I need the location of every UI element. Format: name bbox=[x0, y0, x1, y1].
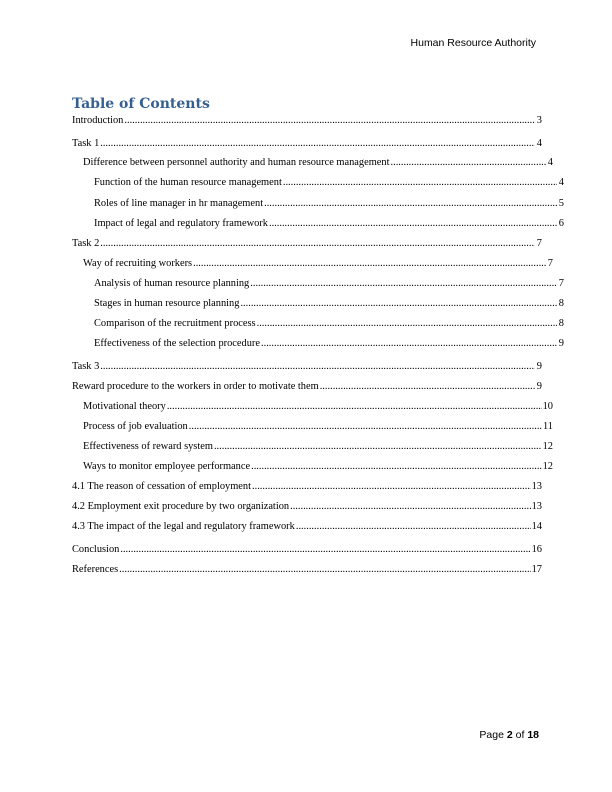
toc-entry-page: 10 bbox=[542, 401, 553, 412]
toc-entry-page: 16 bbox=[531, 544, 542, 555]
toc-entry-page: 13 bbox=[531, 481, 542, 492]
toc-entry-page: 5 bbox=[558, 198, 564, 209]
toc-entry-page: 9 bbox=[536, 381, 542, 392]
toc-entry-label: Analysis of human resource planning bbox=[94, 278, 250, 289]
toc-entry[interactable] bbox=[72, 338, 564, 350]
toc-entry[interactable] bbox=[72, 481, 542, 493]
toc-entry-label: Impact of legal and regulatory framework bbox=[94, 218, 268, 229]
toc-entry-label: Stages in human resource planning bbox=[94, 298, 240, 309]
toc-leader-dots bbox=[252, 481, 531, 493]
toc-leader-dots bbox=[119, 564, 530, 576]
toc-entry[interactable] bbox=[72, 278, 564, 290]
toc-entry[interactable] bbox=[72, 115, 542, 127]
toc-entry[interactable] bbox=[72, 138, 542, 150]
toc-entry-page: 8 bbox=[558, 298, 564, 309]
footer-current-page: 2 bbox=[506, 729, 513, 741]
toc-entry-page: 9 bbox=[558, 338, 564, 349]
toc-entry-page: 13 bbox=[531, 501, 542, 512]
toc-leader-dots bbox=[100, 361, 535, 373]
toc-entry-label: Conclusion bbox=[72, 544, 120, 555]
toc-leader-dots bbox=[257, 318, 557, 330]
toc-entry[interactable] bbox=[72, 564, 542, 576]
toc-entry-label: 4.3 The impact of the legal and regulatory framework bbox=[72, 521, 295, 532]
toc-entry-label: Process of job evaluation bbox=[83, 421, 188, 432]
toc-leader-dots bbox=[189, 421, 542, 433]
toc-entry[interactable] bbox=[72, 461, 553, 473]
toc-entry-page: 17 bbox=[531, 564, 542, 575]
footer-total-pages: 18 bbox=[527, 729, 539, 741]
toc-leader-dots bbox=[193, 258, 546, 270]
toc-leader-dots bbox=[214, 441, 542, 453]
toc-entry[interactable] bbox=[72, 238, 542, 250]
toc-entry[interactable] bbox=[72, 361, 542, 373]
toc-leader-dots bbox=[251, 461, 542, 473]
toc-leader-dots bbox=[120, 544, 530, 556]
toc-entry[interactable] bbox=[72, 421, 553, 433]
toc-entry-page: 4 bbox=[547, 157, 553, 168]
toc-leader-dots bbox=[261, 338, 557, 350]
toc-entry-label: 4.2 Employment exit procedure by two organization bbox=[72, 501, 290, 512]
toc-leader-dots bbox=[264, 198, 557, 210]
toc-entry-label: Effectiveness of the selection procedure bbox=[94, 338, 260, 349]
toc-entry-page: 7 bbox=[558, 278, 564, 289]
toc-leader-dots bbox=[167, 401, 542, 413]
toc-entry-page: 6 bbox=[558, 218, 564, 229]
toc-entry-page: 4 bbox=[558, 177, 564, 188]
toc-entry-page: 8 bbox=[558, 318, 564, 329]
toc-heading: Table of Contents bbox=[72, 96, 210, 112]
toc-entry[interactable] bbox=[72, 401, 553, 413]
toc-entry[interactable] bbox=[72, 258, 553, 270]
toc-entry[interactable] bbox=[72, 441, 553, 453]
page-footer bbox=[479, 729, 539, 741]
toc-entry-label: Task 1 bbox=[72, 138, 100, 149]
toc-entry-label: Ways to monitor employee performance bbox=[83, 461, 251, 472]
toc-entry-label: Task 2 bbox=[72, 238, 100, 249]
toc-leader-dots bbox=[296, 521, 531, 533]
toc-entry-label: Task 3 bbox=[72, 361, 100, 372]
page-header: Human Resource Authority bbox=[410, 37, 536, 49]
toc-entry-page: 14 bbox=[531, 521, 542, 532]
toc-entry[interactable] bbox=[72, 318, 564, 330]
toc-leader-dots bbox=[250, 278, 557, 290]
footer-page-word: Page bbox=[479, 729, 504, 741]
footer-of-word: of bbox=[515, 729, 525, 741]
toc-leader-dots bbox=[100, 138, 535, 150]
toc-entry-page: 12 bbox=[542, 461, 553, 472]
toc-entry-page: 4 bbox=[536, 138, 542, 149]
toc-entry-page: 7 bbox=[547, 258, 553, 269]
toc-entry[interactable] bbox=[72, 501, 542, 513]
toc-entry-label: Introduction bbox=[72, 115, 124, 126]
toc-leader-dots bbox=[269, 218, 557, 230]
toc-entry-page: 9 bbox=[536, 361, 542, 372]
toc-entry-label: References bbox=[72, 564, 119, 575]
toc-entry-label: Effectiveness of reward system bbox=[83, 441, 213, 452]
toc-entry[interactable] bbox=[72, 544, 542, 556]
toc-entry[interactable] bbox=[72, 177, 564, 189]
toc-entry-label: Comparison of the recruitment process bbox=[94, 318, 256, 329]
toc-entry-label: Reward procedure to the workers in order to motivate them bbox=[72, 381, 319, 392]
toc-leader-dots bbox=[391, 157, 547, 169]
toc-entry-label: Way of recruiting workers bbox=[83, 258, 193, 269]
toc-entry[interactable] bbox=[72, 157, 553, 169]
toc-entry-label: Difference between personnel authority and human resource management bbox=[83, 157, 390, 168]
toc-entry-label: Motivational theory bbox=[83, 401, 166, 412]
toc-entry-page: 3 bbox=[536, 115, 542, 126]
toc-entry-page: 11 bbox=[542, 421, 553, 432]
toc-entry-label: 4.1 The reason of cessation of employment bbox=[72, 481, 251, 492]
toc-entry[interactable] bbox=[72, 198, 564, 210]
toc-entry[interactable] bbox=[72, 521, 542, 533]
toc-entry[interactable] bbox=[72, 298, 564, 310]
toc-leader-dots bbox=[124, 115, 535, 127]
toc-entry-page: 12 bbox=[542, 441, 553, 452]
toc-leader-dots bbox=[100, 238, 535, 250]
toc-entry-page: 7 bbox=[536, 238, 542, 249]
toc-leader-dots bbox=[283, 177, 557, 189]
toc-leader-dots bbox=[290, 501, 531, 513]
toc-entry-label: Function of the human resource management bbox=[94, 177, 282, 188]
toc-leader-dots bbox=[320, 381, 535, 393]
toc-leader-dots bbox=[240, 298, 557, 310]
toc-entry[interactable] bbox=[72, 381, 542, 393]
toc-entry[interactable] bbox=[72, 218, 564, 230]
toc-entry-label: Roles of line manager in hr management bbox=[94, 198, 264, 209]
